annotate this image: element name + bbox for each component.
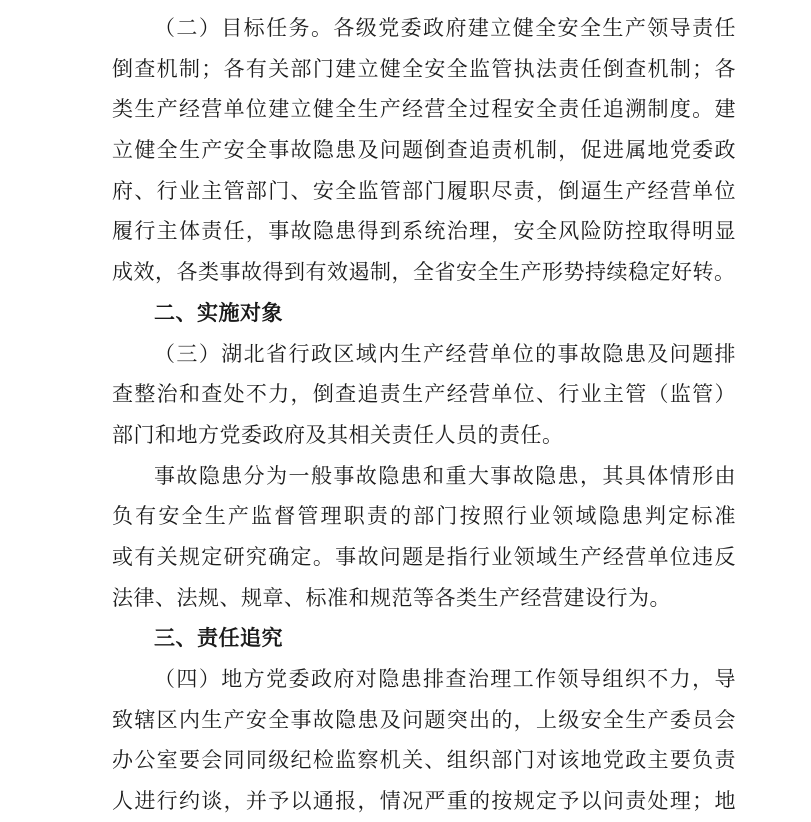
text-line: 法律、法规、规章、标准和规范等各类生产经营建设行为。: [112, 585, 671, 610]
text-line: 致辖区内生产安全事故隐患及问题突出的，上级安全生产委员会: [112, 707, 736, 732]
text-line: 办公室要会同同级纪检监察机关、组织部门对该地党政主要负责: [112, 748, 736, 773]
text-line: 倒查机制；各有关部门建立健全安全监管执法责任倒查机制；各: [112, 56, 736, 81]
text-line: 履行主体责任，事故隐患得到系统治理，安全风险防控取得明显: [112, 219, 736, 244]
text-line: （二）目标任务。各级党委政府建立健全安全生产领导责任: [154, 16, 736, 40]
paragraph-hazard-definition: [112, 456, 736, 619]
text-line: 立健全生产安全事故隐患及问题倒查追责机制，促进属地党委政: [112, 138, 736, 163]
section-heading-accountability: 三、责任追究: [154, 626, 283, 651]
text-line: 或有关规定研究确定。事故问题是指行业领域生产经营单位违反: [112, 544, 736, 569]
text-line: 负有安全生产监督管理职责的部门按照行业领域隐患判定标准: [112, 504, 736, 529]
section-heading-implementation-targets: 二、实施对象: [154, 300, 283, 325]
text-line: 人进行约谈，并予以通报，情况严重的按规定予以问责处理；地: [112, 789, 736, 814]
text-line: 事故隐患分为一般事故隐患和重大事故隐患，其具体情形由: [154, 463, 736, 488]
paragraph-local-government-accountability: [112, 659, 736, 822]
text-line: 府、行业主管部门、安全监管部门履职尽责，倒逼生产经营单位: [112, 178, 736, 203]
text-line: （三）湖北省行政区域内生产经营单位的事故隐患及问题排: [154, 341, 736, 366]
text-line: 查整治和查处不力，倒查追责生产经营单位、行业主管（监管）: [112, 382, 736, 407]
text-line: 部门和地方党委政府及其相关责任人员的责任。: [112, 422, 564, 447]
paragraph-scope: [112, 334, 736, 456]
text-line: （四）地方党委政府对隐患排查治理工作领导组织不力，导: [154, 667, 736, 691]
paragraph-target-tasks: [112, 8, 736, 293]
text-line: 类生产经营单位建立健全生产经营全过程安全责任追溯制度。建: [112, 97, 736, 122]
text-line: 成效，各类事故得到有效遏制，全省安全生产形势持续稳定好转。: [112, 260, 736, 285]
